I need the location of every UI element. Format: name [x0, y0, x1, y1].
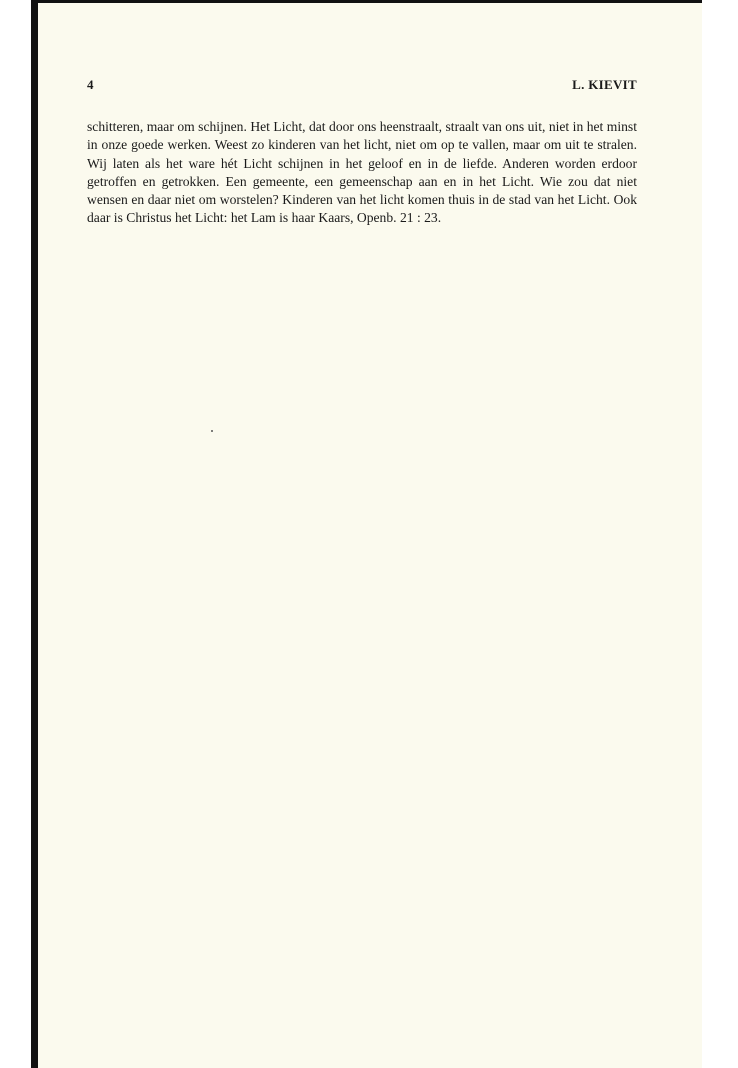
body-paragraph: schitteren, maar om schijnen. Het Licht, dat door ons heenstraalt, straalt van ons uit, niet in het minst in onze goede werken. Weest zo kinderen van het licht, niet om op te vallen, maar om uit te stralen. Wij laten als het ware hét Licht schijnen in het geloof en in de liefde. Anderen worden erdoor getroffen en getrokken. Een gemeente, een gemeenschap aan en in het Licht. Wie zou dat niet wensen en daar niet om worstelen? Kinderen van het licht komen thuis in de stad van het Licht. Ook daar is Christus het Licht: het Lam is haar Kaars, Openb. 21 : 23.	[87, 119, 637, 226]
scan-left-edge	[31, 0, 38, 1068]
running-head-author: L. KIEVIT	[572, 77, 637, 92]
page-number: 4	[87, 77, 94, 92]
scan-speck	[211, 430, 213, 432]
running-head	[87, 77, 637, 95]
